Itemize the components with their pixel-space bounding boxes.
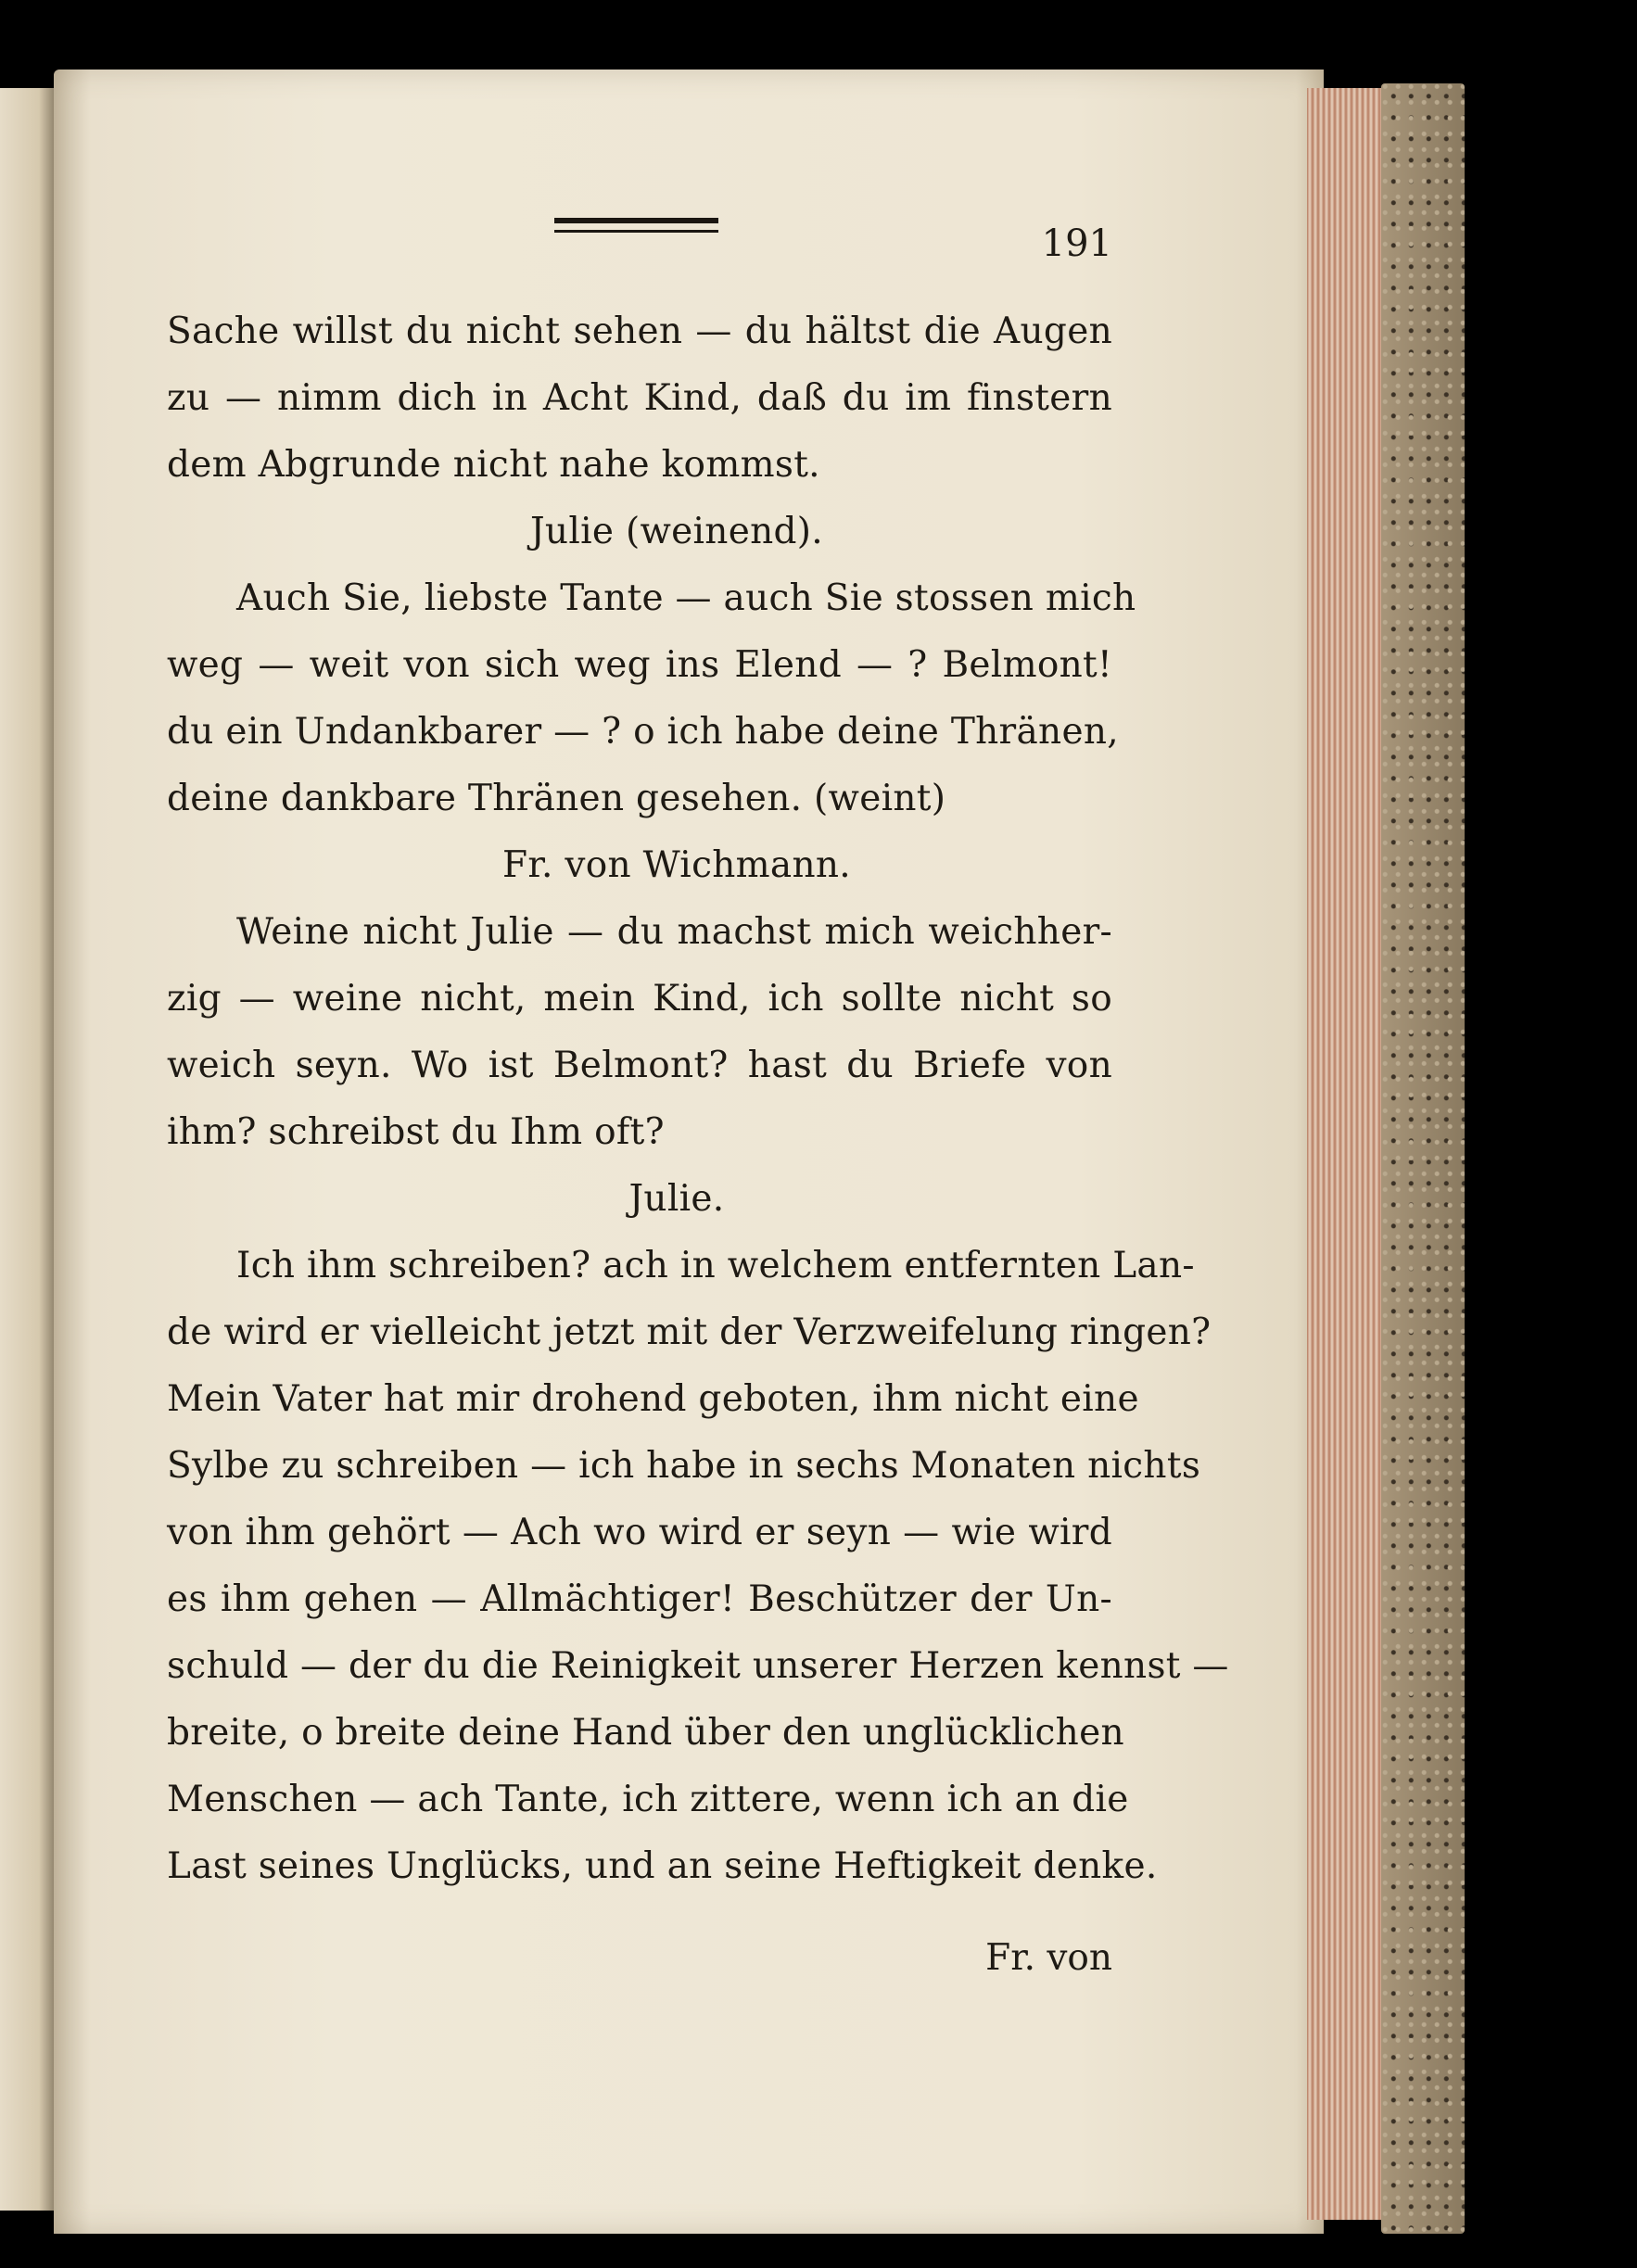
page-number: 191 (1041, 222, 1112, 265)
text-line: weich seyn. Wo ist Belmont? hast du Briefe von (167, 1045, 1112, 1086)
speaker-heading: Julie. (628, 1178, 725, 1220)
text-line: weg — weit von sich weg ins Elend — ? Belmont! (167, 644, 1112, 686)
catchword: Fr. von (985, 1937, 1112, 1979)
text-line: es ihm gehen — Allmächtiger! Beschützer der Un- (167, 1578, 1112, 1620)
speaker-heading: Fr. von Wichmann. (501, 844, 852, 886)
text-line: Menschen — ach Tante, ich zittere, wenn ich an die (167, 1779, 1129, 1820)
text-line: Ich ihm schreiben? ach in welchem entfernten Lan- (236, 1245, 1195, 1286)
text-line: zu — nimm dich in Acht Kind, daß du im finstern (167, 377, 1112, 419)
speaker-heading: Julie (weinend). (529, 511, 824, 552)
text-line: Sache willst du nicht sehen — du hältst die Augen (167, 310, 1112, 352)
facing-page-edge (0, 88, 56, 2211)
text-body (167, 298, 1229, 1900)
text-line: Last seines Unglücks, und an seine Heftigkeit denke. (167, 1845, 1158, 1887)
text-line: breite, o breite deine Hand über den unglücklichen (167, 1712, 1124, 1754)
book-cover-edge (1381, 83, 1465, 2234)
text-line: Weine nicht Julie — du machst mich weichher- (236, 911, 1112, 953)
text-line: Sylbe zu schreiben — ich habe in sechs Monaten nichts (167, 1445, 1201, 1487)
header-double-rule (554, 218, 718, 233)
text-line: de wird er vielleicht jetzt mit der Verzweifelung ringen? (167, 1311, 1212, 1353)
text-line: ihm? schreibst du Ihm oft? (167, 1111, 665, 1153)
text-line: zig — weine nicht, mein Kind, ich sollte nicht so (167, 978, 1112, 1020)
text-line: du ein Undankbarer — ? o ich habe deine Thränen, (167, 711, 1119, 753)
text-line: dem Abgrunde nicht nahe kommst. (167, 444, 820, 486)
text-line: von ihm gehört — Ach wo wird er seyn — wie wird (167, 1512, 1112, 1553)
text-line: Mein Vater hat mir drohend geboten, ihm nicht eine (167, 1378, 1139, 1420)
text-line: Auch Sie, liebste Tante — auch Sie stossen mich (236, 577, 1136, 619)
text-line: deine dankbare Thränen gesehen. (weint) (167, 778, 946, 819)
page-block-edges (1307, 88, 1390, 2220)
text-line: schuld — der du die Reinigkeit unserer Herzen kennst — (167, 1645, 1229, 1687)
